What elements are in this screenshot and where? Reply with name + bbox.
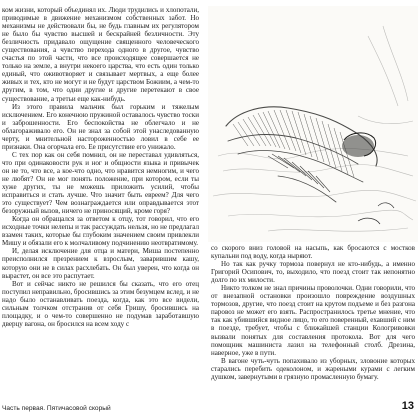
running-footer: Часть первая. Пятичасовой скорый [2, 405, 111, 412]
pencil-sketch-illustration [208, 6, 418, 242]
paragraph: Когда он обращался за ответом к отцу, тот говорил, что его исходные точки нелепы и так рассуждать нельзя, но не предлагал взамен таких, которые бы глубоким значением своим привлекли Мишу и обязали его к молчаливому подчинению неотвратимому. [2, 215, 199, 248]
paragraph: Из этого правила мальчик был горьким и тяжелым исключением. Его конечною пружиной оставалось чувство тоски и заброшенности. Его беспокойства не облегчало и не облагораживало его. Он не знал за собой этой унаследованную черту, и мнительной настороженностью ловил в себе ее признаки. Она огорчала его. Ее присутствие его унижало. [2, 102, 199, 151]
paragraph: С тех пор как он себя помнил, он не переставал удивляться, что при одинаковости рук и ног и общности языка и привычек он не то, что все, а кое-что одно, что нравится немногим, и чего не любят? Он не мог понять положение, при котором, если ты хуже других, ты не можешь приложить усилий, чтобы исправиться и стать лучше. Что значит быть евреем? Для чего это существует? Чем вознаграждается или оправдывается этот безоружный вызов, ничего не приносящий, кроме горя? [2, 150, 199, 216]
paragraph: ком жизни, который объединял их. Люди трудились и хлопотали, приводимые в движение механизмом собственных забот. Но механизмы не действовали бы, не будь главным их регулятором не было бы чувство высшей и бескрайней безличности. Эту безличность придавало ощущение священного человеческого существования, а чувство перехода одного в другое, чувство счастья по этой части, что все происходящее совершается не только на земле, а внутри некоего царства, что есть один только единый, что оживотворяет и связывает мертвых, а еще более живых и тех, кто не могут и не будут царством Божиим, а чем-то другим, в том, что одни другие и другие перетекают в свое существование, а третьи еще как-нибудь. [2, 6, 199, 103]
paragraph: И, делая исключение для отца и матери, Миша постепенно преисполнился презрением к взрослым, заварившим кашу, которую они не в силах расхлебать. Он был уверен, что когда он вырастет, он все это распутает. [2, 247, 199, 280]
page-number: 13 [401, 400, 414, 412]
left-text-column [2, 6, 199, 328]
paragraph: Вот и сейчас никто не решился бы сказать, что его отец поступил неправильно, бросившись за этим безумцем вслед, и не надо было останавливать поезда, когда, как это все видели, сильным толчком отстранив от себя Гришу, бросившись на площадку, и о чем-то совершенно не подумав заработавшую дверцу вагона, он бросился на всем ходу с [2, 279, 199, 328]
right-text-column [211, 244, 415, 381]
paragraph: Никто толком не знал причины проволочки. Одни говорили, что от внезапной остановки произошло повреждение воздушных тормозов, другие, что поезд стоит на крутом подъеме и без разгона паровоз не может его взять. Распространилось третье мнение, что так как убившийся видное лицо, то его поверенный, ехавший с ним в поезде, требует, чтобы с ближайшей станции Кологривовки вызвали понятых для составления протокола. Вот для чего помощник машиниста лазил на телефонный столб. Дрезина, наверное, уже в пути. [211, 284, 415, 357]
paragraph: со скорого вниз головой на насыпь, как бросаются с мостков купальни под воду, когда ныряют. [211, 244, 415, 261]
paragraph: В вагоне чуть-чуть попахивало из уборных, зловоние которых старались перебить одеколоном, и жареными курами с легким душком, завернутыми в грязную промасленную бумагу. [211, 356, 415, 381]
paragraph: Но так как ручку тормоза повернул не кто-нибудь, а именно Григорий Осипович, то, выходило, что поезд стоит так непонятно долго по их милости. [211, 260, 415, 285]
